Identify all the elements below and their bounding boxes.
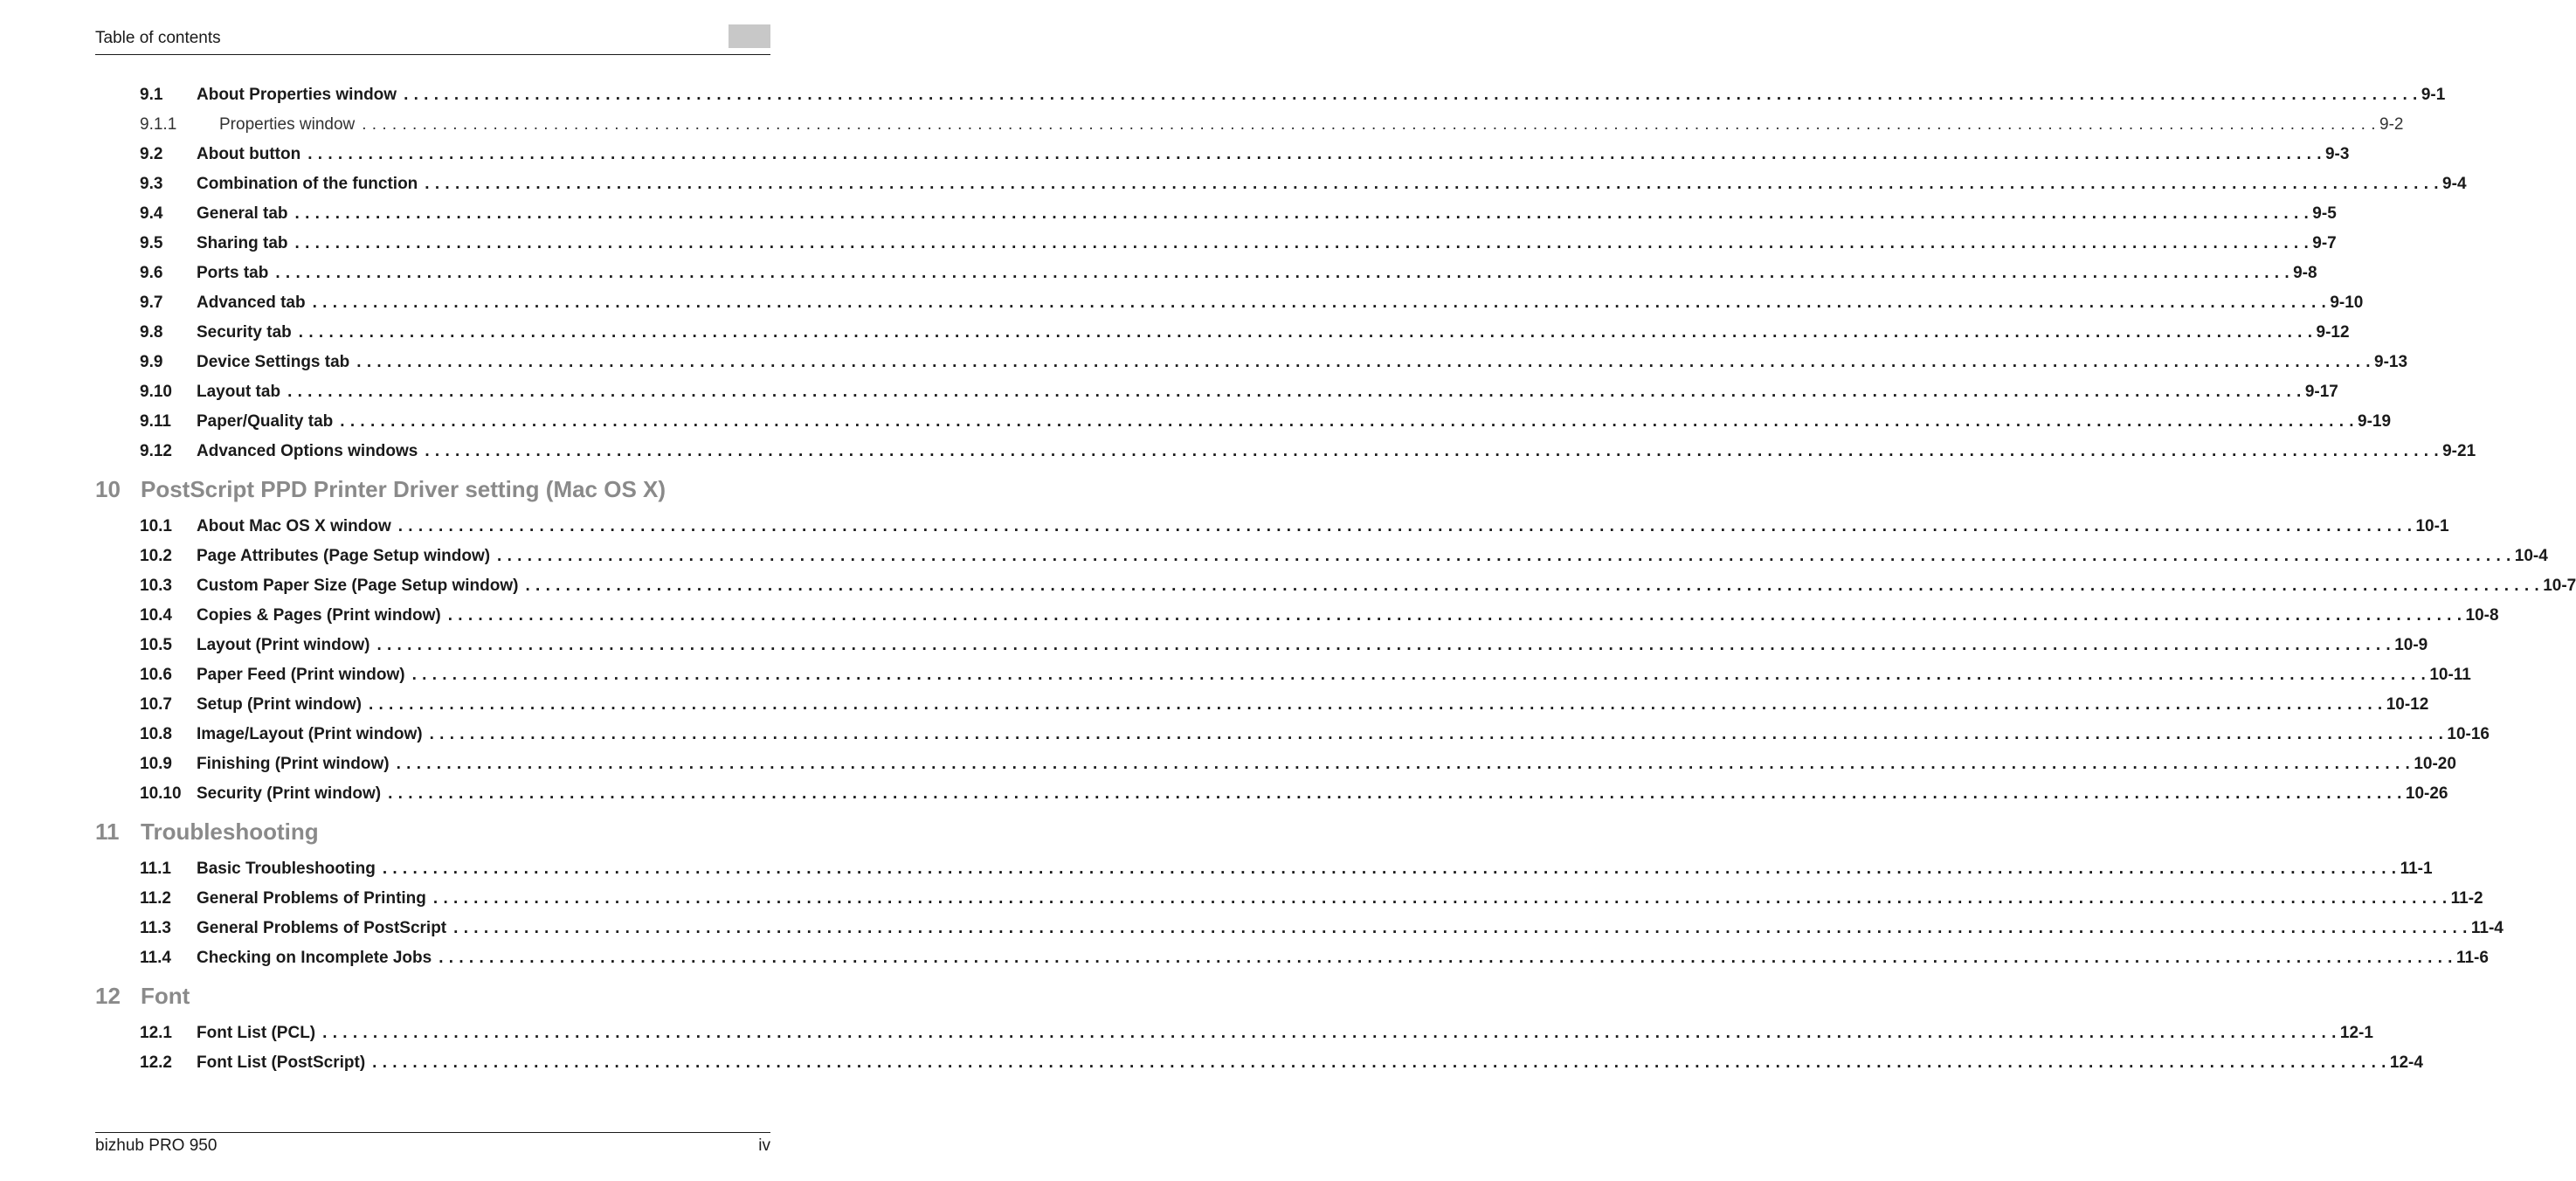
toc-section-entry[interactable] (95, 631, 2428, 660)
header-title: Table of contents (95, 29, 221, 47)
entry-line (197, 1048, 2423, 1078)
chapter-number: 12 (95, 983, 121, 1009)
section-title: Font List (PCL) (197, 1024, 316, 1042)
section-number: 9.1 (140, 86, 163, 104)
page-reference: 9-10 (2330, 294, 2364, 312)
dot-leader: . . . . . . . . . . . . . . . . . . . . . . . . . . . . . . . . . . . . . . . . . . . . . . . . . . . . . . . . . . . . . . . . . . . . . . . . . . . . . . . . . . . . . . . . . . . . . . . . . . . . . . . . . . . . . . . . . . . . . . . . . . . . . . . . . . . . . . . . . . . . . . . . . . . . . . . . . . . . . . . . . . . . . . . . . . . . . . . . . . . . . . . . . . . . . . . . . . . . . . . . (404, 86, 2418, 104)
dot-leader: . . . . . . . . . . . . . . . . . . . . . . . . . . . . . . . . . . . . . . . . . . . . . . . . . . . . . . . . . . . . . . . . . . . . . . . . . . . . . . . . . . . . . . . . . . . . . . . . . . . . . . . . . . . . . . . . . . . . . . . . . . . . . . . . . . . . . . . . . . . . . . . . . . . . . . . . . . . . . . . . . . . . . . . . . . . . . . . . . . . . . . . . . . . . . . . . . . . . . . . . (432, 889, 2448, 908)
dot-leader: . . . . . . . . . . . . . . . . . . . . . . . . . . . . . . . . . . . . . . . . . . . . . . . . . . . . . . . . . . . . . . . . . . . . . . . . . . . . . . . . . . . . . . . . . . . . . . . . . . . . . . . . . . . . . . . . . . . . . . . . . . . . . . . . . . . . . . . . . . . . . . . . . . . . . . . . . . . . . . . . . . . . . . . . . . . . . . . . . . . . . . . . . . . . . . . . . . . . . . . . (340, 412, 2355, 431)
toc-section-entry[interactable] (95, 914, 2503, 943)
section-number: 10.4 (140, 606, 172, 625)
section-title: Layout (Print window) (197, 636, 370, 654)
entry-line (197, 288, 2364, 318)
dot-leader: . . . . . . . . . . . . . . . . . . . . . . . . . . . . . . . . . . . . . . . . . . . . . . . . . . . . . . . . . . . . . . . . . . . . . . . . . . . . . . . . . . . . . . . . . . . . . . . . . . . . . . . . . . . . . . . . . . . . . . . . . . . . . . . . . . . . . . . . . . . . . . . . . . . . . . . . . . . . . . . . . . . . . . . . . . . . . . . . . . . . . . . . . . . . . . . . . . . . . . . . (368, 695, 2383, 714)
section-title: Security (Print window) (197, 784, 382, 803)
section-title: Security tab (197, 323, 292, 342)
section-title: About Mac OS X window (197, 517, 391, 535)
entry-line (197, 318, 2350, 348)
page-reference: 9-12 (2316, 323, 2350, 342)
dot-leader: . . . . . . . . . . . . . . . . . . . . . . . . . . . . . . . . . . . . . . . . . . . . . . . . . . . . . . . . . . . . . . . . . . . . . . . . . . . . . . . . . . . . . . . . . . . . . . . . . . . . . . . . . . . . . . . . . . . . . . . . . . . . . . . . . . . . . . . . . . . . . . . . . . . . . . . . . . . . . . . . . . . . . . . . . . . . . . . . . . . . . . . . . . . . . . . . . . . . . . . . (356, 353, 2372, 371)
page-reference: 10-26 (2405, 784, 2448, 803)
footer-page-number: iv (758, 1136, 770, 1155)
dot-leader: . . . . . . . . . . . . . . . . . . . . . . . . . . . . . . . . . . . . . . . . . . . . . . . . . . . . . . . . . . . . . . . . . . . . . . . . . . . . . . . . . . . . . . . . . . . . . . . . . . . . . . . . . . . . . . . . . . . . . . . . . . . . . . . . . . . . . . . . . . . . . . . . . . . . . . . . . . . . . . . . . . . . . . . . . . . . . . . . . . . . . . . . . . . . . . . . . . . . . . . . (425, 175, 2440, 193)
dot-leader: . . . . . . . . . . . . . . . . . . . . . . . . . . . . . . . . . . . . . . . . . . . . . . . . . . . . . . . . . . . . . . . . . . . . . . . . . . . . . . . . . . . . . . . . . . . . . . . . . . . . . . . . . . . . . . . . . . . . . . . . . . . . . . . . . . . . . . . . . . . . . . . . . . . . . . . . . . . . . . . . . . . . . . . . . . . . . . . . . . . . . . . . . . . . . . . . . . . . . . . . (275, 264, 2290, 282)
dot-leader: . . . . . . . . . . . . . . . . . . . . . . . . . . . . . . . . . . . . . . . . . . . . . . . . . . . . . . . . . . . . . . . . . . . . . . . . . . . . . . . . . . . . . . . . . . . . . . . . . . . . . . . . . . . . . . . . . . . . . . . . . . . . . . . . . . . . . . . . . . . . . . . . . . . . . . . . . . . . . . . . . . . . . . . . . . . . . . . . . . . . . . . . . . . . . . . . . . . . . . . . (439, 949, 2453, 967)
dot-leader: . . . . . . . . . . . . . . . . . . . . . . . . . . . . . . . . . . . . . . . . . . . . . . . . . . . . . . . . . . . . . . . . . . . . . . . . . . . . . . . . . . . . . . . . . . . . . . . . . . . . . . . . . . . . . . . . . . . . . . . . . . . . . . . . . . . . . . . . . . . . . . . . . . . . . . . . . . . . . . . . . . . . . . . . . . . . . . . . . . . . . . . . . . . . . . . . . . . . . . . . (307, 145, 2322, 163)
page-reference: 9-17 (2304, 383, 2338, 401)
section-title: Font List (PostScript) (197, 1053, 366, 1072)
section-title: Layout tab (197, 383, 281, 401)
entry-line (197, 348, 2408, 377)
dot-leader: . . . . . . . . . . . . . . . . . . . . . . . . . . . . . . . . . . . . . . . . . . . . . . . . . . . . . . . . . . . . . . . . . . . . . . . . . . . . . . . . . . . . . . . . . . . . . . . . . . . . . . . . . . . . . . . . . . . . . . . . . . . . . . . . . . . . . . . . . . . . . . . . . . . . . . . . . . . . . . . . . . . . . . . . . . . . . . . . . . . . . . . . . . . . . . . . . . . . . . . . (425, 442, 2440, 460)
section-number: 11.4 (140, 949, 171, 967)
page-reference: 10-1 (2415, 517, 2449, 535)
entry-line (197, 660, 2471, 690)
section-number: 9.2 (140, 145, 163, 163)
toc-section-entry[interactable] (95, 884, 2483, 914)
section-number: 10.8 (140, 725, 172, 743)
toc-section-entry[interactable] (95, 169, 2467, 199)
page-reference: 9-4 (2442, 175, 2467, 193)
entry-line (197, 140, 2350, 169)
entry-line (197, 884, 2483, 914)
chapter-number: 11 (95, 818, 120, 845)
entry-line (197, 229, 2337, 259)
page-reference: 10-16 (2447, 725, 2490, 743)
toc-section-entry[interactable] (95, 80, 2446, 110)
page-reference: 11-1 (2400, 860, 2433, 878)
chapter-heading (95, 466, 770, 512)
toc-section-entry[interactable] (95, 512, 2449, 542)
chapter-number: 10 (95, 476, 121, 502)
page-reference: 10-9 (2394, 636, 2428, 654)
section-title: Page Attributes (Page Setup window) (197, 547, 491, 565)
section-number: 11.2 (140, 889, 171, 908)
page-reference: 9-13 (2374, 353, 2408, 371)
section-title: Image/Layout (Print window) (197, 725, 423, 743)
entry-line (197, 943, 2489, 973)
section-title: About Properties window (197, 86, 397, 104)
section-number: 9.8 (140, 323, 163, 342)
entry-line (197, 542, 2548, 571)
section-number: 10.1 (140, 517, 172, 535)
section-number: 12.2 (140, 1053, 172, 1072)
toc-section-entry[interactable] (95, 318, 2350, 348)
entry-line (197, 407, 2392, 437)
section-title: Finishing (Print window) (197, 755, 390, 773)
toc-section-entry[interactable] (95, 140, 2350, 169)
toc-section-entry[interactable] (95, 854, 2433, 884)
dot-leader: . . . . . . . . . . . . . . . . . . . . . . . . . . . . . . . . . . . . . . . . . . . . . . . . . . . . . . . . . . . . . . . . . . . . . . . . . . . . . . . . . . . . . . . . . . . . . . . . . . . . . . . . . . . . . . . . . . . . . . . . . . . . . . . . . . . . . . . . . . . . . . . . . . . . . . . . . . . . . . . . . . . . . . . . . . . . . . . . . . . . . . . . . . . . . . . . . . . . . . . . (397, 517, 2413, 535)
entry-line (197, 1019, 2373, 1048)
section-number: 9.4 (140, 204, 163, 223)
page-reference: 10-11 (2429, 666, 2471, 684)
page-reference: 10-12 (2386, 695, 2429, 714)
footer-product-name: bizhub PRO 950 (95, 1136, 218, 1155)
section-number: 10.6 (140, 666, 172, 684)
section-number: 12.1 (140, 1024, 172, 1042)
entry-line (197, 749, 2456, 779)
dot-leader: . . . . . . . . . . . . . . . . . . . . . . . . . . . . . . . . . . . . . . . . . . . . . . . . . . . . . . . . . . . . . . . . . . . . . . . . . . . . . . . . . . . . . . . . . . . . . . . . . . . . . . . . . . . . . . . . . . . . . . . . . . . . . . . . . . . . . . . . . . . . . . . . . . . . . . . . . . . . . . . . . . . . . . . . . . . . . . . . . . . . . . . . . . . . . . . . . . . . . . . . (525, 577, 2540, 595)
chapter-heading (95, 809, 770, 854)
section-title: Paper Feed (Print window) (197, 666, 405, 684)
page-reference: 12-1 (2339, 1024, 2373, 1042)
dot-leader: . . . . . . . . . . . . . . . . . . . . . . . . . . . . . . . . . . . . . . . . . . . . . . . . . . . . . . . . . . . . . . . . . . . . . . . . . . . . . . . . . . . . . . . . . . . . . . . . . . . . . . . . . . . . . . . . . . . . . . . . . . . . . . . . . . . . . . . . . . . . . . . . . . . . . . . . . . . . . . . . . . . . . . . . . . . . . . . . . . . . . . . . . . . . . . . . . . . . . . . . (429, 725, 2444, 743)
entry-line (197, 80, 2446, 110)
section-number: 9.9 (140, 353, 163, 371)
dot-leader: . . . . . . . . . . . . . . . . . . . . . . . . . . . . . . . . . . . . . . . . . . . . . . . . . . . . . . . . . . . . . . . . . . . . . . . . . . . . . . . . . . . . . . . . . . . . . . . . . . . . . . . . . . . . . . . . . . . . . . . . . . . . . . . . . . . . . . . . . . . . . . . . . . . . . . . . . . . . . . . . . . . . . . . . . . . . . . . . . . . . . . . . . . . . . . . . . . . . . . . . (411, 666, 2427, 684)
section-title: Ports tab (197, 264, 269, 282)
dot-leader: . . . . . . . . . . . . . . . . . . . . . . . . . . . . . . . . . . . . . . . . . . . . . . . . . . . . . . . . . . . . . . . . . . . . . . . . . . . . . . . . . . . . . . . . . . . . . . . . . . . . . . . . . . . . . . . . . . . . . . . . . . . . . . . . . . . . . . . . . . . . . . . . . . . . . . . . . . . . . . . . . . . . . . . . . . . . . . . . . . . . . . . . . . . . . . . . . . . . . . . . (287, 383, 2302, 401)
toc-section-entry[interactable] (95, 407, 2392, 437)
entry-line (197, 169, 2467, 199)
entry-line (197, 437, 2476, 466)
toc-section-entry[interactable] (95, 542, 2548, 571)
page-reference: 12-4 (2389, 1053, 2423, 1072)
toc-section-entry[interactable] (95, 779, 2448, 809)
entry-line (197, 779, 2448, 809)
section-title: Basic Troubleshooting (197, 860, 376, 878)
entry-line (197, 914, 2503, 943)
dot-leader: . . . . . . . . . . . . . . . . . . . . . . . . . . . . . . . . . . . . . . . . . . . . . . . . . . . . . . . . . . . . . . . . . . . . . . . . . . . . . . . . . . . . . . . . . . . . . . . . . . . . . . . . . . . . . . . . . . . . . . . . . . . . . . . . . . . . . . . . . . . . . . . . . . . . . . . . . . . . . . . . . . . . . . . . . . . . . . . . . . . . . . . . . . . . . . . . . . . . . . . . (312, 294, 2327, 312)
section-title: General Problems of PostScript (197, 919, 447, 937)
section-title: Copies & Pages (Print window) (197, 606, 441, 625)
header-tab-marker (729, 24, 770, 48)
dot-leader: . . . . . . . . . . . . . . . . . . . . . . . . . . . . . . . . . . . . . . . . . . . . . . . . . . . . . . . . . . . . . . . . . . . . . . . . . . . . . . . . . . . . . . . . . . . . . . . . . . . . . . . . . . . . . . . . . . . . . . . . . . . . . . . . . . . . . . . . . . . . . . . . . . . . . . . . . . . . . . . . . . . . . . . . . . . . . . . . . . . . . . . . . . . . . . . . . . . . . . . . (298, 323, 2313, 342)
toc-section-entry[interactable] (95, 348, 2408, 377)
section-title: Advanced tab (197, 294, 306, 312)
toc-section-entry[interactable] (95, 288, 2364, 318)
section-number: 10.10 (140, 784, 182, 803)
chapter-title: Font (141, 983, 190, 1009)
section-number: 10.3 (140, 577, 172, 595)
section-number: 9.7 (140, 294, 163, 312)
section-title: Custom Paper Size (Page Setup window) (197, 577, 519, 595)
chapter-heading (95, 973, 770, 1019)
section-title: Paper/Quality tab (197, 412, 334, 431)
chapter-title: Troubleshooting (141, 818, 319, 845)
chapter-title: PostScript PPD Printer Driver setting (Mac OS X) (141, 476, 666, 502)
toc-section-entry[interactable] (95, 601, 2499, 631)
section-title: Sharing tab (197, 234, 288, 252)
dot-leader: . . . . . . . . . . . . . . . . . . . . . . . . . . . . . . . . . . . . . . . . . . . . . . . . . . . . . . . . . . . . . . . . . . . . . . . . . . . . . . . . . . . . . . . . . . . . . . . . . . . . . . . . . . . . . . . . . . . . . . . . . . . . . . . . . . . . . . . . . . . . . . . . . . . . . . . . . . . . . . . . . . . . . . . . . . . . . . . . . . . . . . . . . . . . . . . . . . . . . . . . (294, 234, 2310, 252)
dot-leader: . . . . . . . . . . . . . . . . . . . . . . . . . . . . . . . . . . . . . . . . . . . . . . . . . . . . . . . . . . . . . . . . . . . . . . . . . . . . . . . . . . . . . . . . . . . . . . . . . . . . . . . . . . . . . . . . . . . . . . . . . . . . . . . . . . . . . . . . . . . . . . . . . . . . . . . . . . . . . . . . . . . . . . . . . . . . . . . . . . . . . . . . . . . . . . . . . . . . . . . . (388, 784, 2402, 803)
toc-section-entry[interactable] (95, 749, 2456, 779)
section-number: 9.1.1 (140, 115, 177, 134)
section-title: General tab (197, 204, 288, 223)
toc-section-entry[interactable] (95, 690, 2429, 720)
toc-section-entry[interactable] (95, 720, 2490, 749)
section-title: General Problems of Printing (197, 889, 426, 908)
toc-section-entry[interactable] (95, 377, 2338, 407)
section-number: 9.10 (140, 383, 172, 401)
entry-line (197, 631, 2428, 660)
dot-leader: . . . . . . . . . . . . . . . . . . . . . . . . . . . . . . . . . . . . . . . . . . . . . . . . . . . . . . . . . . . . . . . . . . . . . . . . . . . . . . . . . . . . . . . . . . . . . . . . . . . . . . . . . . . . . . . . . . . . . . . . . . . . . . . . . . . . . . . . . . . . . . . . . . . . . . . . . . . . . . . . . . . . . . . . . . . . . . . . . . . . . . . . . . . . . . . . . . . . . . . . (372, 1053, 2386, 1072)
section-number: 9.3 (140, 175, 163, 193)
entry-line (197, 377, 2338, 407)
entry-line (197, 854, 2433, 884)
dot-leader: . . . . . . . . . . . . . . . . . . . . . . . . . . . . . . . . . . . . . . . . . . . . . . . . . . . . . . . . . . . . . . . . . . . . . . . . . . . . . . . . . . . . . . . . . . . . . . . . . . . . . . . . . . . . . . . . . . . . . . . . . . . . . . . . . . . . . . . . . . . . . . . . . . . . . . . . . . . . . . . . . . . . . . . . . . . . . . . . . . . . . . . . . . . . . . . . . . . . . . . . (322, 1024, 2337, 1042)
entry-line (197, 690, 2429, 720)
section-number: 9.5 (140, 234, 163, 252)
page-reference: 11-4 (2470, 919, 2503, 937)
dot-leader: . . . . . . . . . . . . . . . . . . . . . . . . . . . . . . . . . . . . . . . . . . . . . . . . . . . . . . . . . . . . . . . . . . . . . . . . . . . . . . . . . . . . . . . . . . . . . . . . . . . . . . . . . . . . . . . . . . . . . . . . . . . . . . . . . . . . . . . . . . . . . . . . . . . . . . . . . . . . . . . . . . . . . . . . . . . . . . . . . . . . . . . . . . . . . . . . . . . . . . . . (382, 860, 2397, 878)
page-reference: 9-19 (2358, 412, 2392, 431)
toc-subsection-entry[interactable] (95, 110, 2404, 140)
page-reference: 9-8 (2293, 264, 2317, 282)
section-title: Advanced Options windows (197, 442, 418, 460)
table-of-contents (95, 80, 2576, 1078)
section-title: Properties window (219, 115, 356, 134)
section-title: Checking on Incomplete Jobs (197, 949, 432, 967)
section-title: Device Settings tab (197, 353, 350, 371)
page-reference: 10-8 (2465, 606, 2499, 625)
section-number: 10.2 (140, 547, 172, 565)
section-number: 9.12 (140, 442, 172, 460)
section-number: 11.3 (140, 919, 171, 937)
section-number: 11.1 (140, 860, 171, 878)
entry-line (197, 601, 2499, 631)
page-reference: 9-1 (2421, 86, 2446, 104)
toc-section-entry[interactable] (95, 1048, 2423, 1078)
section-number: 10.9 (140, 755, 172, 773)
entry-line (197, 259, 2317, 288)
section-title: Combination of the function (197, 175, 418, 193)
entry-line (197, 720, 2490, 749)
dot-leader: . . . . . . . . . . . . . . . . . . . . . . . . . . . . . . . . . . . . . . . . . . . . . . . . . . . . . . . . . . . . . . . . . . . . . . . . . . . . . . . . . . . . . . . . . . . . . . . . . . . . . . . . . . . . . . . . . . . . . . . . . . . . . . . . . . . . . . . . . . . . . . . . . . . . . . . . . . . . . . . . . . . . . . . . . . . . . . . . . . . . . . . . . . . . . . . . . . . . . . . . (362, 115, 2376, 134)
toc-section-entry[interactable] (95, 259, 2317, 288)
dot-leader: . . . . . . . . . . . . . . . . . . . . . . . . . . . . . . . . . . . . . . . . . . . . . . . . . . . . . . . . . . . . . . . . . . . . . . . . . . . . . . . . . . . . . . . . . . . . . . . . . . . . . . . . . . . . . . . . . . . . . . . . . . . . . . . . . . . . . . . . . . . . . . . . . . . . . . . . . . . . . . . . . . . . . . . . . . . . . . . . . . . . . . . . . . . . . . . . . . . . . . . . (497, 547, 2511, 565)
page-reference: 9-7 (2312, 234, 2337, 252)
page-reference: 10-7 (2543, 577, 2576, 595)
toc-section-entry[interactable] (95, 943, 2489, 973)
toc-section-entry[interactable] (95, 1019, 2373, 1048)
page-reference: 11-6 (2455, 949, 2489, 967)
section-number: 10.7 (140, 695, 172, 714)
dot-leader: . . . . . . . . . . . . . . . . . . . . . . . . . . . . . . . . . . . . . . . . . . . . . . . . . . . . . . . . . . . . . . . . . . . . . . . . . . . . . . . . . . . . . . . . . . . . . . . . . . . . . . . . . . . . . . . . . . . . . . . . . . . . . . . . . . . . . . . . . . . . . . . . . . . . . . . . . . . . . . . . . . . . . . . . . . . . . . . . . . . . . . . . . . . . . . . . . . . . . . . . (294, 204, 2310, 223)
page-header (95, 26, 770, 55)
entry-line (197, 571, 2576, 601)
toc-section-entry[interactable] (95, 199, 2337, 229)
toc-section-entry[interactable] (95, 437, 2476, 466)
page-reference: 9-2 (2379, 115, 2404, 134)
toc-section-entry[interactable] (95, 660, 2471, 690)
page-reference: 9-5 (2312, 204, 2337, 223)
section-number: 9.11 (140, 412, 171, 431)
entry-line (197, 512, 2449, 542)
page-reference: 9-21 (2442, 442, 2476, 460)
page-footer (95, 1132, 770, 1159)
dot-leader: . . . . . . . . . . . . . . . . . . . . . . . . . . . . . . . . . . . . . . . . . . . . . . . . . . . . . . . . . . . . . . . . . . . . . . . . . . . . . . . . . . . . . . . . . . . . . . . . . . . . . . . . . . . . . . . . . . . . . . . . . . . . . . . . . . . . . . . . . . . . . . . . . . . . . . . . . . . . . . . . . . . . . . . . . . . . . . . . . . . . . . . . . . . . . . . . . . . . . . . . (447, 606, 2462, 625)
section-title: Setup (Print window) (197, 695, 362, 714)
page-reference: 11-2 (2450, 889, 2483, 908)
page-reference: 10-4 (2514, 547, 2548, 565)
dot-leader: . . . . . . . . . . . . . . . . . . . . . . . . . . . . . . . . . . . . . . . . . . . . . . . . . . . . . . . . . . . . . . . . . . . . . . . . . . . . . . . . . . . . . . . . . . . . . . . . . . . . . . . . . . . . . . . . . . . . . . . . . . . . . . . . . . . . . . . . . . . . . . . . . . . . . . . . . . . . . . . . . . . . . . . . . . . . . . . . . . . . . . . . . . . . . . . . . . . . . . . . (376, 636, 2392, 654)
dot-leader: . . . . . . . . . . . . . . . . . . . . . . . . . . . . . . . . . . . . . . . . . . . . . . . . . . . . . . . . . . . . . . . . . . . . . . . . . . . . . . . . . . . . . . . . . . . . . . . . . . . . . . . . . . . . . . . . . . . . . . . . . . . . . . . . . . . . . . . . . . . . . . . . . . . . . . . . . . . . . . . . . . . . . . . . . . . . . . . . . . . . . . . . . . . . . . . . . . . . . . . . (396, 755, 2411, 773)
toc-section-entry[interactable] (95, 571, 2576, 601)
page-reference: 9-3 (2324, 145, 2350, 163)
entry-line (219, 110, 2404, 140)
page-reference: 10-20 (2414, 755, 2456, 773)
dot-leader: . . . . . . . . . . . . . . . . . . . . . . . . . . . . . . . . . . . . . . . . . . . . . . . . . . . . . . . . . . . . . . . . . . . . . . . . . . . . . . . . . . . . . . . . . . . . . . . . . . . . . . . . . . . . . . . . . . . . . . . . . . . . . . . . . . . . . . . . . . . . . . . . . . . . . . . . . . . . . . . . . . . . . . . . . . . . . . . . . . . . . . . . . . . . . . . . . . . . . . . . (453, 919, 2468, 937)
section-title: About button (197, 145, 301, 163)
section-number: 9.6 (140, 264, 163, 282)
entry-line (197, 199, 2337, 229)
toc-section-entry[interactable] (95, 229, 2337, 259)
section-number: 10.5 (140, 636, 172, 654)
